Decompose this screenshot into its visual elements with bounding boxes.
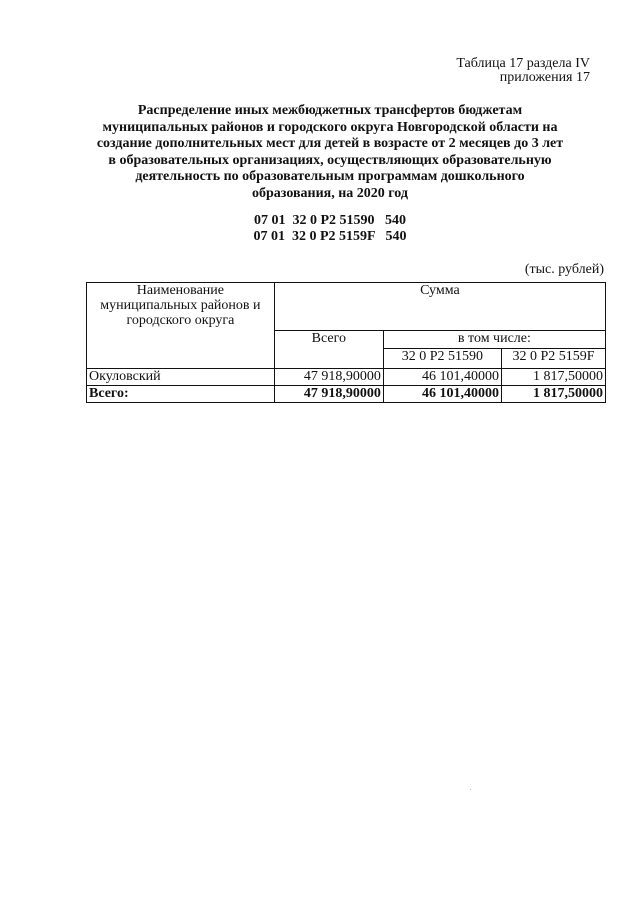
document-title	[90, 103, 570, 202]
header-name-column: Наименование муниципальных районов и городского округа	[87, 283, 275, 369]
header-code-a: 32 0 P2 51590	[383, 349, 501, 369]
totals-amount-a: 46 101,40000	[383, 386, 501, 403]
budget-code-1: 07 01 32 0 P2 51590 540	[253, 213, 407, 228]
budget-codes	[90, 213, 570, 245]
header-code-b: 32 0 P2 5159F	[501, 349, 605, 369]
totals-total: 47 918,90000	[274, 386, 383, 403]
table-reference-line-1: Таблица 17 раздела IV	[456, 56, 590, 71]
distribution-table	[86, 282, 606, 403]
row-total: 47 918,90000	[274, 369, 383, 386]
totals-amount-b: 1 817,50000	[501, 386, 605, 403]
table-reference	[456, 57, 590, 85]
row-amount-b: 1 817,50000	[501, 369, 605, 386]
title-line-4: в образовательных организациях, осуществляющих образовательную	[108, 152, 552, 168]
budget-code-2: 07 01 32 0 P2 5159F 540	[253, 229, 407, 244]
row-name: Окуловский	[87, 369, 275, 386]
title-line-1: Распределение иных межбюджетных трансфертов бюджетам	[137, 103, 523, 118]
header-total: Всего	[274, 331, 383, 369]
totals-name: Всего:	[87, 386, 275, 403]
scan-speck	[470, 789, 471, 790]
title-line-2: муниципальных районов и городского округа Новгородской области на	[102, 119, 558, 135]
title-line-5: деятельность по образовательным программам дошкольного	[135, 169, 525, 184]
totals-row	[87, 386, 606, 403]
units-label: (тыс. рублей)	[524, 262, 604, 277]
row-amount-a: 46 101,40000	[383, 369, 501, 386]
table-row	[87, 369, 606, 386]
header-including: в том числе:	[383, 331, 605, 349]
title-line-3: создание дополнительных мест для детей в возрасте от 2 месяцев до 3 лет	[96, 136, 564, 151]
table-reference-line-2: приложения 17	[499, 70, 590, 85]
header-sum: Сумма	[274, 283, 605, 331]
title-line-6: образования, на 2020 год	[251, 185, 408, 201]
